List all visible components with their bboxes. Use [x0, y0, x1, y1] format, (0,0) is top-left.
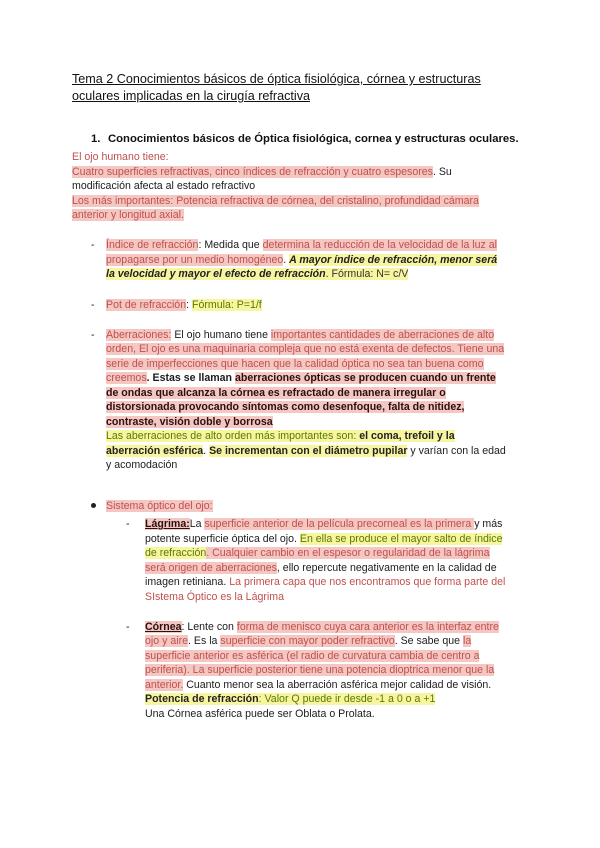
lagrima-line-1	[145, 517, 502, 531]
indice-line-3	[106, 267, 408, 281]
aber-line-2	[106, 342, 504, 356]
body-text: Una Córnea asférica puede ser Oblata o Prolata.	[145, 708, 375, 720]
yellow-highlight: En ella se produce el mayor salto de índice	[299, 533, 503, 545]
indice-line-1	[106, 238, 497, 252]
list-dash: -	[91, 329, 95, 341]
yellow-bold-highlight: Potencia de refracción	[145, 693, 259, 705]
cornea-line-4	[145, 663, 494, 677]
body-text: : Lente con	[181, 621, 237, 633]
highlight-text: creemos	[106, 372, 147, 384]
highlight-bold-text: de ondas que alcanza la córnea es refractado de manera irregular o	[106, 387, 446, 399]
intro-line-2	[72, 165, 452, 179]
intro-line-4	[72, 194, 479, 208]
aber-line-4	[106, 371, 496, 385]
highlight-text: la	[463, 635, 472, 647]
body-text: : Medida que	[198, 239, 263, 251]
aber-line-9	[106, 444, 506, 458]
list-dash: -	[91, 239, 95, 251]
highlight-text: superficie con mayor poder refractivo	[220, 635, 395, 647]
list-dash: -	[126, 621, 130, 633]
term-label: Lágrima:	[145, 518, 190, 530]
yellow-highlight: de refracción	[145, 547, 207, 559]
highlight-text: propagarse por un medio homogéneo	[106, 254, 284, 266]
aber-line-7	[106, 415, 273, 429]
highlight-text: determina la reducción de la velocidad de la luz al	[262, 239, 498, 251]
body-text: y acomodación	[106, 459, 178, 471]
term-label: Aberraciones:	[106, 329, 172, 341]
cornea-line-2	[145, 634, 471, 648]
title-line-2: oculares implicadas en la cirugía refractiva	[72, 89, 310, 103]
highlight-bold-text: distorsionada provocando síntomas como desenfoque, falta de nitidez,	[106, 401, 465, 413]
list-dash: -	[91, 299, 95, 311]
highlight-text: orden, El ojo es una maquinaria compleja que no está exenta de defectos. Tiene una	[106, 343, 505, 355]
body-text: . Su	[432, 166, 452, 178]
highlight-text: importantes cantidades de aberraciones de alto	[270, 329, 495, 341]
highlight-text: Cuatro superficies refractivas, cinco índices de refracción y cuatro espesores	[72, 166, 433, 178]
highlight-text: periferia). La superficie posterior tiene una potencia dioptrica menor que la	[145, 664, 495, 676]
body-text: .	[203, 445, 210, 457]
highlight-text: Los más importantes: Potencia refractiva de córnea, del cristalino, profundidad cámara	[72, 195, 479, 207]
highlight-text: superficie anterior es asférica (el radio de curvatura cambia de centro a	[145, 650, 480, 662]
highlight-bold-text: aberraciones ópticas se producen cuando un frente	[234, 372, 496, 384]
body-text: .	[283, 254, 290, 266]
section-heading-text: Conocimientos básicos de Óptica fisiológica, cornea y estructuras oculares.	[108, 133, 519, 145]
red-text: SIstema Óptico es la Lágrima	[145, 591, 284, 603]
body-text: potente superficie óptica del ojo.	[145, 533, 300, 545]
yellow-bold-highlight: el coma, trefoil y la	[359, 430, 455, 442]
formula-text: Fórmula: P=1/f	[191, 299, 262, 311]
lagrima-line-5	[145, 575, 505, 589]
highlight-text: ojo y aire	[145, 635, 188, 647]
body-text: . Es la	[188, 635, 221, 647]
body-text: Cuanto menor sea la aberración asférica mejor calidad de visión.	[183, 679, 492, 691]
body-text: y más	[474, 518, 503, 530]
highlight-text: forma de menisco cuya cara anterior es la interfaz entre	[236, 621, 499, 633]
pot-line	[106, 298, 262, 312]
yellow-bold-highlight: aberración esférica	[106, 445, 204, 457]
body-text: . Se sabe que	[394, 635, 464, 647]
cornea-line-6	[145, 692, 435, 706]
term-label: Índice de refracción	[106, 239, 199, 251]
highlight-text: . Cualquier cambio en el espesor o regularidad de la lágrima	[206, 547, 490, 559]
intro-line-1	[72, 150, 169, 164]
cornea-line-1	[145, 620, 499, 634]
indice-line-2	[106, 253, 497, 267]
lagrima-line-3	[145, 546, 490, 560]
body-text: El ojo humano tiene	[171, 329, 271, 341]
formula-text: . Fórmula: N= c/V	[325, 268, 409, 280]
highlight-text: anterior.	[145, 679, 184, 691]
body-text: :	[186, 299, 192, 311]
yellow-highlight: : Valor Q puede ir desde -1 a 0 o a +1	[258, 693, 436, 705]
intro-line-3	[72, 179, 255, 193]
body-text: modificación afecta al estado refractivo	[72, 180, 256, 192]
intro-line-5	[72, 208, 184, 222]
yellow-highlight: la velocidad y mayor el efecto de refracción	[106, 268, 326, 280]
yellow-highlight: Las aberraciones de alto orden más importantes son:	[106, 430, 360, 442]
highlight-text: anterior y longitud axial.	[72, 209, 184, 221]
aber-line-1	[106, 328, 494, 342]
body-text: , ello repercute negativamente en la calidad de	[276, 562, 497, 574]
aber-line-10	[106, 458, 177, 472]
lagrima-line-2	[145, 532, 502, 546]
cornea-line-7	[145, 707, 375, 721]
red-text: La primera capa que nos encontramos que forma parte del	[229, 576, 506, 588]
cornea-line-3	[145, 649, 479, 663]
aber-line-6	[106, 400, 464, 414]
section-heading	[91, 133, 519, 145]
aber-line-5	[106, 386, 446, 400]
sistema-heading	[106, 499, 213, 513]
yellow-highlight: A mayor índice de refracción, menor será	[289, 254, 498, 266]
document-title	[72, 71, 522, 105]
section-number: 1.	[91, 133, 101, 145]
highlight-text: superficie anterior de la película precorneal es la primera	[204, 518, 475, 530]
lagrima-line-6	[145, 590, 284, 604]
yellow-bold-highlight: Se incrementan con el diámetro pupilar	[209, 445, 408, 457]
body-text: La	[189, 518, 205, 530]
aber-line-3	[106, 357, 484, 371]
highlight-text: Sistema óptico del ojo:	[106, 500, 213, 512]
title-line-1: Tema 2 Conocimientos básicos de óptica fisiológica, córnea y estructuras	[72, 72, 481, 86]
intro-text: El ojo humano tiene:	[72, 151, 169, 163]
body-text: y varían con la edad	[407, 445, 506, 457]
term-label: Córnea	[145, 621, 182, 633]
highlight-text: será origen de aberraciones	[145, 562, 277, 574]
term-label: Pot de refracción	[106, 299, 187, 311]
lagrima-line-4	[145, 561, 497, 575]
aber-line-8	[106, 429, 455, 443]
list-dash: -	[126, 518, 130, 530]
highlight-bold-text: contraste, visión doble y borrosa	[106, 416, 273, 428]
highlight-text: serie de imperfecciones que hacen que la calidad óptica no sea tan buena como	[106, 358, 484, 370]
cornea-line-5	[145, 678, 491, 692]
bullet-dot	[91, 503, 96, 508]
bold-text: . Estas se llaman	[146, 372, 235, 384]
body-text: imagen retiniana.	[145, 576, 230, 588]
